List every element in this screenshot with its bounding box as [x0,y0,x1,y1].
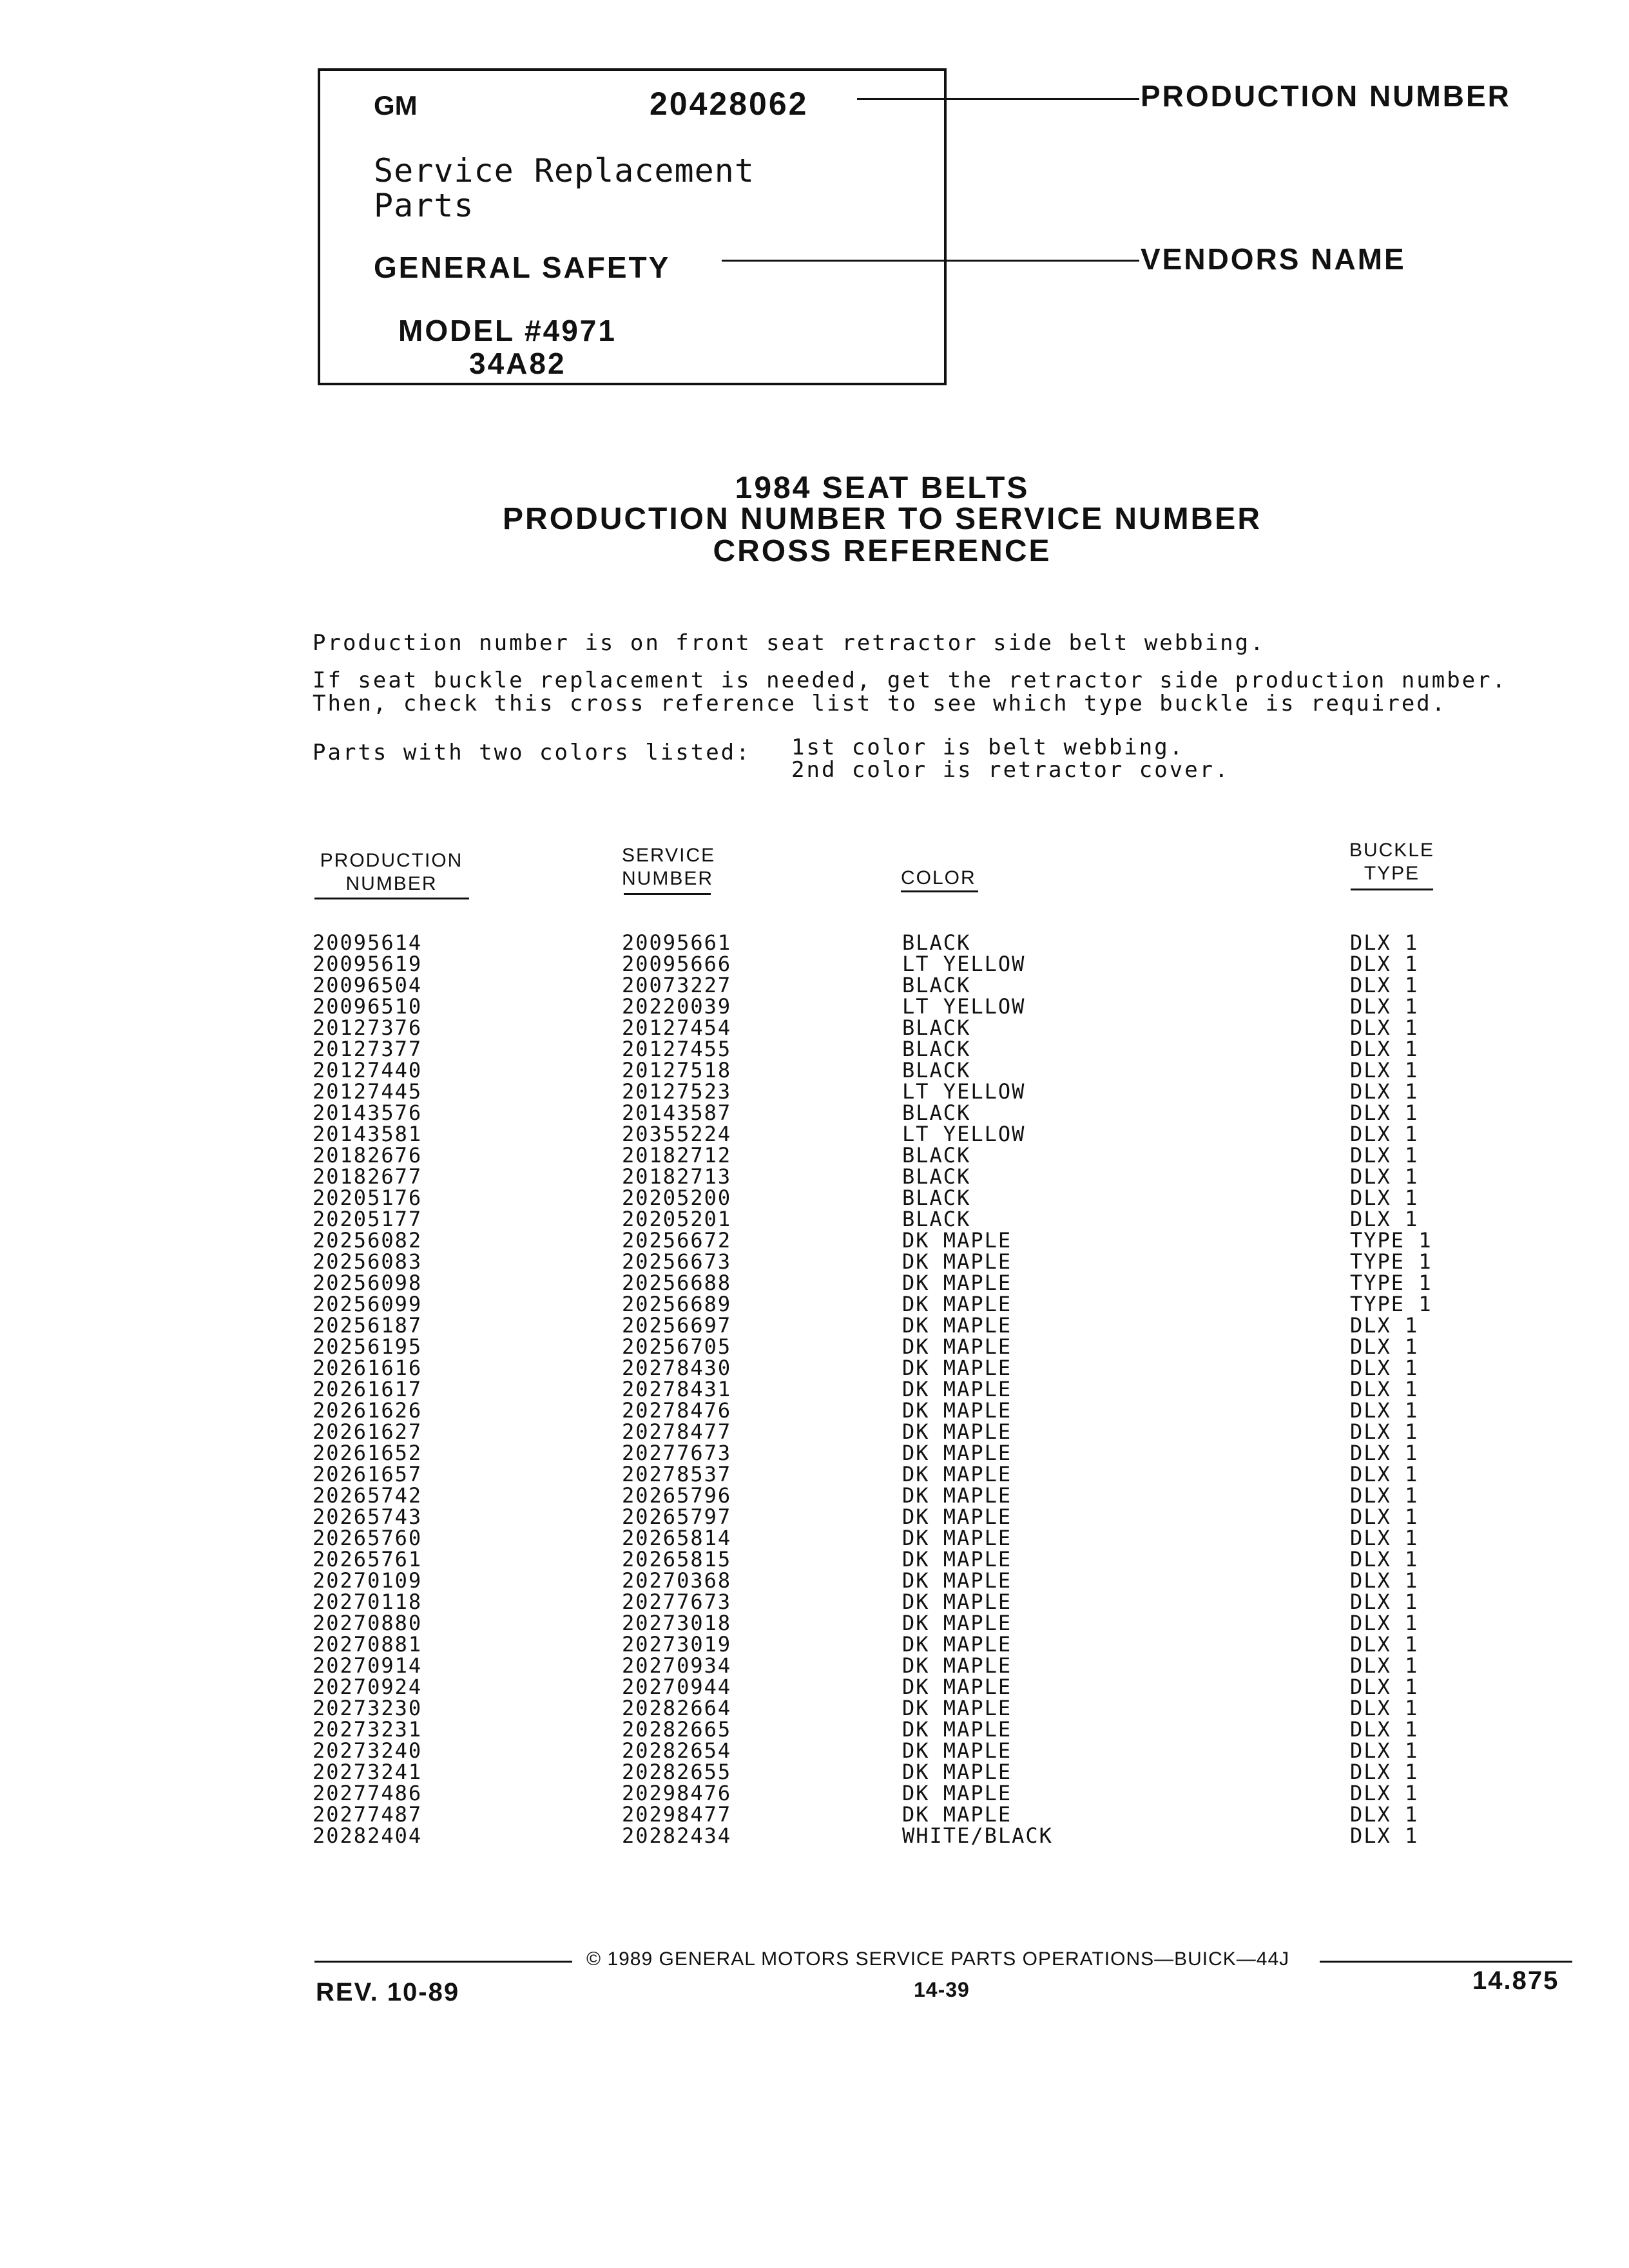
service-number-cell: 20073227 [622,973,732,997]
table-row [313,1677,1460,1698]
color-cell: DK MAPLE [902,1249,1012,1274]
header-service-rule [624,893,711,895]
color-cell: BLACK [902,930,971,955]
service-number-cell: 20270368 [622,1568,732,1593]
color-cell: DK MAPLE [902,1696,1012,1720]
production-number-cell: 20270914 [313,1653,423,1678]
production-number-cell: 20261616 [313,1356,423,1380]
buckle-type-cell: TYPE 1 [1350,1292,1432,1316]
production-number-cell: 20270118 [313,1590,423,1614]
table-row [313,1485,1460,1506]
buckle-type-cell: DLX 1 [1350,1398,1419,1423]
buckle-type-cell: DLX 1 [1350,952,1419,976]
table-row [313,1273,1460,1294]
color-cell: BLACK [902,973,971,997]
buckle-type-cell: DLX 1 [1350,1143,1419,1168]
color-cell: DK MAPLE [902,1760,1012,1784]
buckle-type-cell: DLX 1 [1350,973,1419,997]
color-cell: DK MAPLE [902,1781,1012,1805]
table-row [313,1230,1460,1251]
buckle-type-cell: DLX 1 [1350,1653,1419,1678]
color-cell: BLACK [902,1100,971,1125]
table-row [313,1613,1460,1634]
label-production-number: 20428062 [650,86,809,122]
production-number-cell: 20261617 [313,1377,423,1401]
vendors-name-leader-line [722,260,1139,262]
color-cell: DK MAPLE [902,1653,1012,1678]
production-number-cell: 20265742 [313,1483,423,1508]
buckle-type-cell: TYPE 1 [1350,1271,1432,1295]
production-number-cell: 20265760 [313,1526,423,1550]
table-row [313,1804,1460,1825]
table-row [313,1528,1460,1549]
production-number-cell: 20143581 [313,1122,423,1146]
footer-revision: REV. 10-89 [316,1978,460,2006]
production-number-cell: 20270109 [313,1568,423,1593]
table-row [313,996,1460,1017]
service-number-cell: 20278537 [622,1462,732,1486]
color-cell: DK MAPLE [902,1632,1012,1657]
color-cell: LT YELLOW [902,1079,1026,1104]
color-cell: DK MAPLE [902,1547,1012,1571]
production-number-cell: 20270924 [313,1675,423,1699]
label-service-line2: Parts [374,187,474,224]
buckle-type-cell: DLX 1 [1350,1611,1419,1635]
table-row [313,1719,1460,1740]
production-number-cell: 20127377 [313,1037,423,1061]
buckle-type-cell: DLX 1 [1350,1356,1419,1380]
production-number-cell: 20256083 [313,1249,423,1274]
footer-section-number: 14.875 [1472,1966,1559,1995]
service-number-cell: 20282655 [622,1760,732,1784]
production-number-cell: 20205176 [313,1186,423,1210]
production-number-cell: 20256099 [313,1292,423,1316]
table-row [313,1060,1460,1081]
table-row [313,1145,1460,1166]
intro-replacement-line1: If seat buckle replacement is needed, get the retractor side production number. [313,668,1508,693]
color-cell: DK MAPLE [902,1568,1012,1593]
table-row [313,1294,1460,1315]
buckle-type-cell: DLX 1 [1350,1334,1419,1359]
buckle-type-cell: DLX 1 [1350,1483,1419,1508]
production-number-cell: 20096504 [313,973,423,997]
buckle-type-cell: DLX 1 [1350,1462,1419,1486]
color-cell: DK MAPLE [902,1504,1012,1529]
table-row [313,1464,1460,1485]
service-number-cell: 20127455 [622,1037,732,1061]
color-cell: DK MAPLE [902,1802,1012,1827]
color-cell: DK MAPLE [902,1228,1012,1253]
buckle-type-cell: DLX 1 [1350,1377,1419,1401]
service-number-cell: 20273019 [622,1632,732,1657]
service-number-cell: 20270944 [622,1675,732,1699]
service-number-cell: 20265814 [622,1526,732,1550]
service-number-cell: 20298477 [622,1802,732,1827]
service-number-cell: 20355224 [622,1122,732,1146]
table-row [313,1400,1460,1421]
service-number-cell: 20256673 [622,1249,732,1274]
header-color: COLOR [901,867,976,889]
color-cell: BLACK [902,1015,971,1040]
header-service-number [622,844,715,890]
color-cell: BLACK [902,1207,971,1231]
intro-replacement-line2: Then, check this cross reference list to see which type buckle is required. [313,691,1447,716]
buckle-type-cell: TYPE 1 [1350,1228,1432,1253]
buckle-type-cell: DLX 1 [1350,1526,1419,1550]
table-row [313,932,1460,954]
production-number-callout: PRODUCTION NUMBER [1141,79,1511,113]
color-cell: LT YELLOW [902,952,1026,976]
header-production-number [313,849,470,896]
buckle-type-cell: DLX 1 [1350,1186,1419,1210]
buckle-type-cell: DLX 1 [1350,1419,1419,1444]
buckle-type-cell: DLX 1 [1350,1781,1419,1805]
service-number-cell: 20143587 [622,1100,732,1125]
production-number-cell: 20277487 [313,1802,423,1827]
service-number-cell: 20256689 [622,1292,732,1316]
table-row [313,1358,1460,1379]
buckle-type-cell: DLX 1 [1350,1079,1419,1104]
buckle-type-cell: DLX 1 [1350,1738,1419,1763]
vendors-name-callout: VENDORS NAME [1141,242,1406,276]
production-number-cell: 20127445 [313,1079,423,1104]
production-number-cell: 20261627 [313,1419,423,1444]
header-service-line2: NUMBER [622,868,714,889]
table-row [313,1421,1460,1443]
service-number-cell: 20095661 [622,930,732,955]
intro-production-location: Production number is on front seat retractor side belt webbing. [313,630,1266,656]
label-model-code: 34A82 [469,347,566,380]
header-production-rule [314,898,469,899]
service-number-cell: 20127518 [622,1058,732,1082]
production-number-cell: 20265743 [313,1504,423,1529]
table-row [313,1443,1460,1464]
buckle-type-cell: DLX 1 [1350,1675,1419,1699]
production-number-cell: 20127440 [313,1058,423,1082]
buckle-type-cell: TYPE 1 [1350,1249,1432,1274]
buckle-type-cell: DLX 1 [1350,1313,1419,1338]
color-cell: BLACK [902,1186,971,1210]
table-row [313,1124,1460,1145]
page-title-line3: CROSS REFERENCE [713,534,1052,568]
color-cell: DK MAPLE [902,1611,1012,1635]
production-number-cell: 20270881 [313,1632,423,1657]
production-number-cell: 20127376 [313,1015,423,1040]
service-number-cell: 20256705 [622,1334,732,1359]
color-cell: WHITE/BLACK [902,1823,1053,1848]
production-number-cell: 20095614 [313,930,423,955]
service-number-cell: 20220039 [622,994,732,1019]
color-cell: DK MAPLE [902,1334,1012,1359]
table-row [313,1081,1460,1102]
table-row [313,1039,1460,1060]
service-number-cell: 20256688 [622,1271,732,1295]
production-number-leader-line [857,98,1139,100]
service-number-cell: 20265797 [622,1504,732,1529]
production-number-cell: 20261657 [313,1462,423,1486]
page-title-line1: 1984 SEAT BELTS [735,471,1030,505]
service-number-cell: 20256697 [622,1313,732,1338]
production-number-cell: 20273230 [313,1696,423,1720]
service-number-cell: 20278476 [622,1398,732,1423]
production-number-cell: 20282404 [313,1823,423,1848]
header-buckle-line2: TYPE [1364,863,1420,884]
label-vendor: GENERAL SAFETY [374,251,671,284]
cross-reference-table [313,932,1460,1847]
buckle-type-cell: DLX 1 [1350,1760,1419,1784]
color-cell: DK MAPLE [902,1738,1012,1763]
label-make: GM [374,90,418,120]
service-number-cell: 20095666 [622,952,732,976]
buckle-type-cell: DLX 1 [1350,1717,1419,1742]
color-cell: LT YELLOW [902,994,1026,1019]
service-number-cell: 20277673 [622,1590,732,1614]
table-row [313,1017,1460,1039]
color-cell: DK MAPLE [902,1441,1012,1465]
buckle-type-cell: DLX 1 [1350,1037,1419,1061]
service-number-cell: 20265796 [622,1483,732,1508]
service-number-cell: 20278477 [622,1419,732,1444]
production-number-cell: 20273231 [313,1717,423,1742]
table-row [313,1315,1460,1336]
buckle-type-cell: DLX 1 [1350,1164,1419,1189]
service-number-cell: 20256672 [622,1228,732,1253]
service-number-cell: 20278431 [622,1377,732,1401]
table-row [313,1102,1460,1124]
table-row [313,1251,1460,1273]
footer-rule-left [314,1961,572,1963]
production-number-cell: 20277486 [313,1781,423,1805]
service-number-cell: 20282654 [622,1738,732,1763]
buckle-type-cell: DLX 1 [1350,1696,1419,1720]
color-cell: DK MAPLE [902,1377,1012,1401]
production-number-cell: 20273241 [313,1760,423,1784]
production-number-cell: 20270880 [313,1611,423,1635]
service-number-cell: 20273018 [622,1611,732,1635]
header-production-line2: NUMBER [345,873,438,894]
color-cell: DK MAPLE [902,1526,1012,1550]
production-number-cell: 20256187 [313,1313,423,1338]
production-number-cell: 20182677 [313,1164,423,1189]
buckle-type-cell: DLX 1 [1350,1015,1419,1040]
buckle-type-cell: DLX 1 [1350,1590,1419,1614]
color-cell: BLACK [902,1037,971,1061]
production-number-cell: 20256098 [313,1271,423,1295]
color-cell: DK MAPLE [902,1483,1012,1508]
label-service-line1: Service Replacement [374,152,755,189]
table-row [313,954,1460,975]
production-number-cell: 20261652 [313,1441,423,1465]
table-row [313,1783,1460,1804]
table-row [313,975,1460,996]
color-cell: DK MAPLE [902,1271,1012,1295]
production-number-cell: 20256195 [313,1334,423,1359]
table-row [313,1634,1460,1655]
header-production-line1: PRODUCTION [320,850,463,871]
production-number-cell: 20182676 [313,1143,423,1168]
footer-rule-right [1320,1961,1572,1963]
service-number-cell: 20205200 [622,1186,732,1210]
production-number-cell: 20205177 [313,1207,423,1231]
footer-page-number: 14-39 [914,1978,970,2001]
production-number-cell: 20095619 [313,952,423,976]
intro-two-colors-label: Parts with two colors listed: [313,740,751,765]
service-number-cell: 20298476 [622,1781,732,1805]
buckle-type-cell: DLX 1 [1350,1207,1419,1231]
service-number-cell: 20278430 [622,1356,732,1380]
table-row [313,1187,1460,1209]
production-number-cell: 20273240 [313,1738,423,1763]
label-model: MODEL #4971 [398,314,617,347]
header-buckle-type [1344,839,1440,885]
production-number-cell: 20096510 [313,994,423,1019]
service-number-cell: 20270934 [622,1653,732,1678]
table-row [313,1698,1460,1719]
buckle-type-cell: DLX 1 [1350,1058,1419,1082]
buckle-type-cell: DLX 1 [1350,1441,1419,1465]
production-number-cell: 20256082 [313,1228,423,1253]
table-row [313,1570,1460,1591]
table-row [313,1591,1460,1613]
service-number-cell: 20127523 [622,1079,732,1104]
service-number-cell: 20127454 [622,1015,732,1040]
color-cell: BLACK [902,1143,971,1168]
buckle-type-cell: DLX 1 [1350,994,1419,1019]
table-row [313,1655,1460,1677]
buckle-type-cell: DLX 1 [1350,1568,1419,1593]
table-row [313,1825,1460,1847]
table-row [313,1549,1460,1570]
buckle-type-cell: DLX 1 [1350,1100,1419,1125]
table-row [313,1209,1460,1230]
table-row [313,1506,1460,1528]
color-cell: DK MAPLE [902,1717,1012,1742]
production-number-cell: 20143576 [313,1100,423,1125]
production-number-cell: 20261626 [313,1398,423,1423]
header-buckle-rule [1351,889,1433,890]
header-buckle-line1: BUCKLE [1349,840,1435,861]
service-number-cell: 20282665 [622,1717,732,1742]
color-cell: DK MAPLE [902,1462,1012,1486]
page-title-line2: PRODUCTION NUMBER TO SERVICE NUMBER [503,502,1262,536]
table-row [313,1740,1460,1762]
color-cell: DK MAPLE [902,1398,1012,1423]
production-number-cell: 20265761 [313,1547,423,1571]
color-cell: BLACK [902,1164,971,1189]
table-row [313,1379,1460,1400]
buckle-type-cell: DLX 1 [1350,1122,1419,1146]
service-number-cell: 20205201 [622,1207,732,1231]
color-cell: DK MAPLE [902,1356,1012,1380]
service-number-cell: 20277673 [622,1441,732,1465]
color-cell: BLACK [902,1058,971,1082]
buckle-type-cell: DLX 1 [1350,1802,1419,1827]
service-number-cell: 20282434 [622,1823,732,1848]
buckle-type-cell: DLX 1 [1350,930,1419,955]
buckle-type-cell: DLX 1 [1350,1823,1419,1848]
service-number-cell: 20182713 [622,1164,732,1189]
intro-two-colors-line2: 2nd color is retractor cover. [791,757,1230,783]
color-cell: DK MAPLE [902,1292,1012,1316]
header-color-rule [901,890,978,892]
footer-copyright: © 1989 GENERAL MOTORS SERVICE PARTS OPERATIONS—BUICK—44J [586,1948,1290,1970]
buckle-type-cell: DLX 1 [1350,1504,1419,1529]
header-service-line1: SERVICE [622,845,716,866]
buckle-type-cell: DLX 1 [1350,1547,1419,1571]
service-number-cell: 20282664 [622,1696,732,1720]
color-cell: DK MAPLE [902,1313,1012,1338]
color-cell: DK MAPLE [902,1590,1012,1614]
color-cell: DK MAPLE [902,1675,1012,1699]
color-cell: LT YELLOW [902,1122,1026,1146]
table-row [313,1166,1460,1187]
table-row [313,1762,1460,1783]
service-number-cell: 20182712 [622,1143,732,1168]
intro-two-colors-line1: 1st color is belt webbing. [791,735,1185,760]
buckle-type-cell: DLX 1 [1350,1632,1419,1657]
table-row [313,1336,1460,1358]
service-number-cell: 20265815 [622,1547,732,1571]
color-cell: DK MAPLE [902,1419,1012,1444]
